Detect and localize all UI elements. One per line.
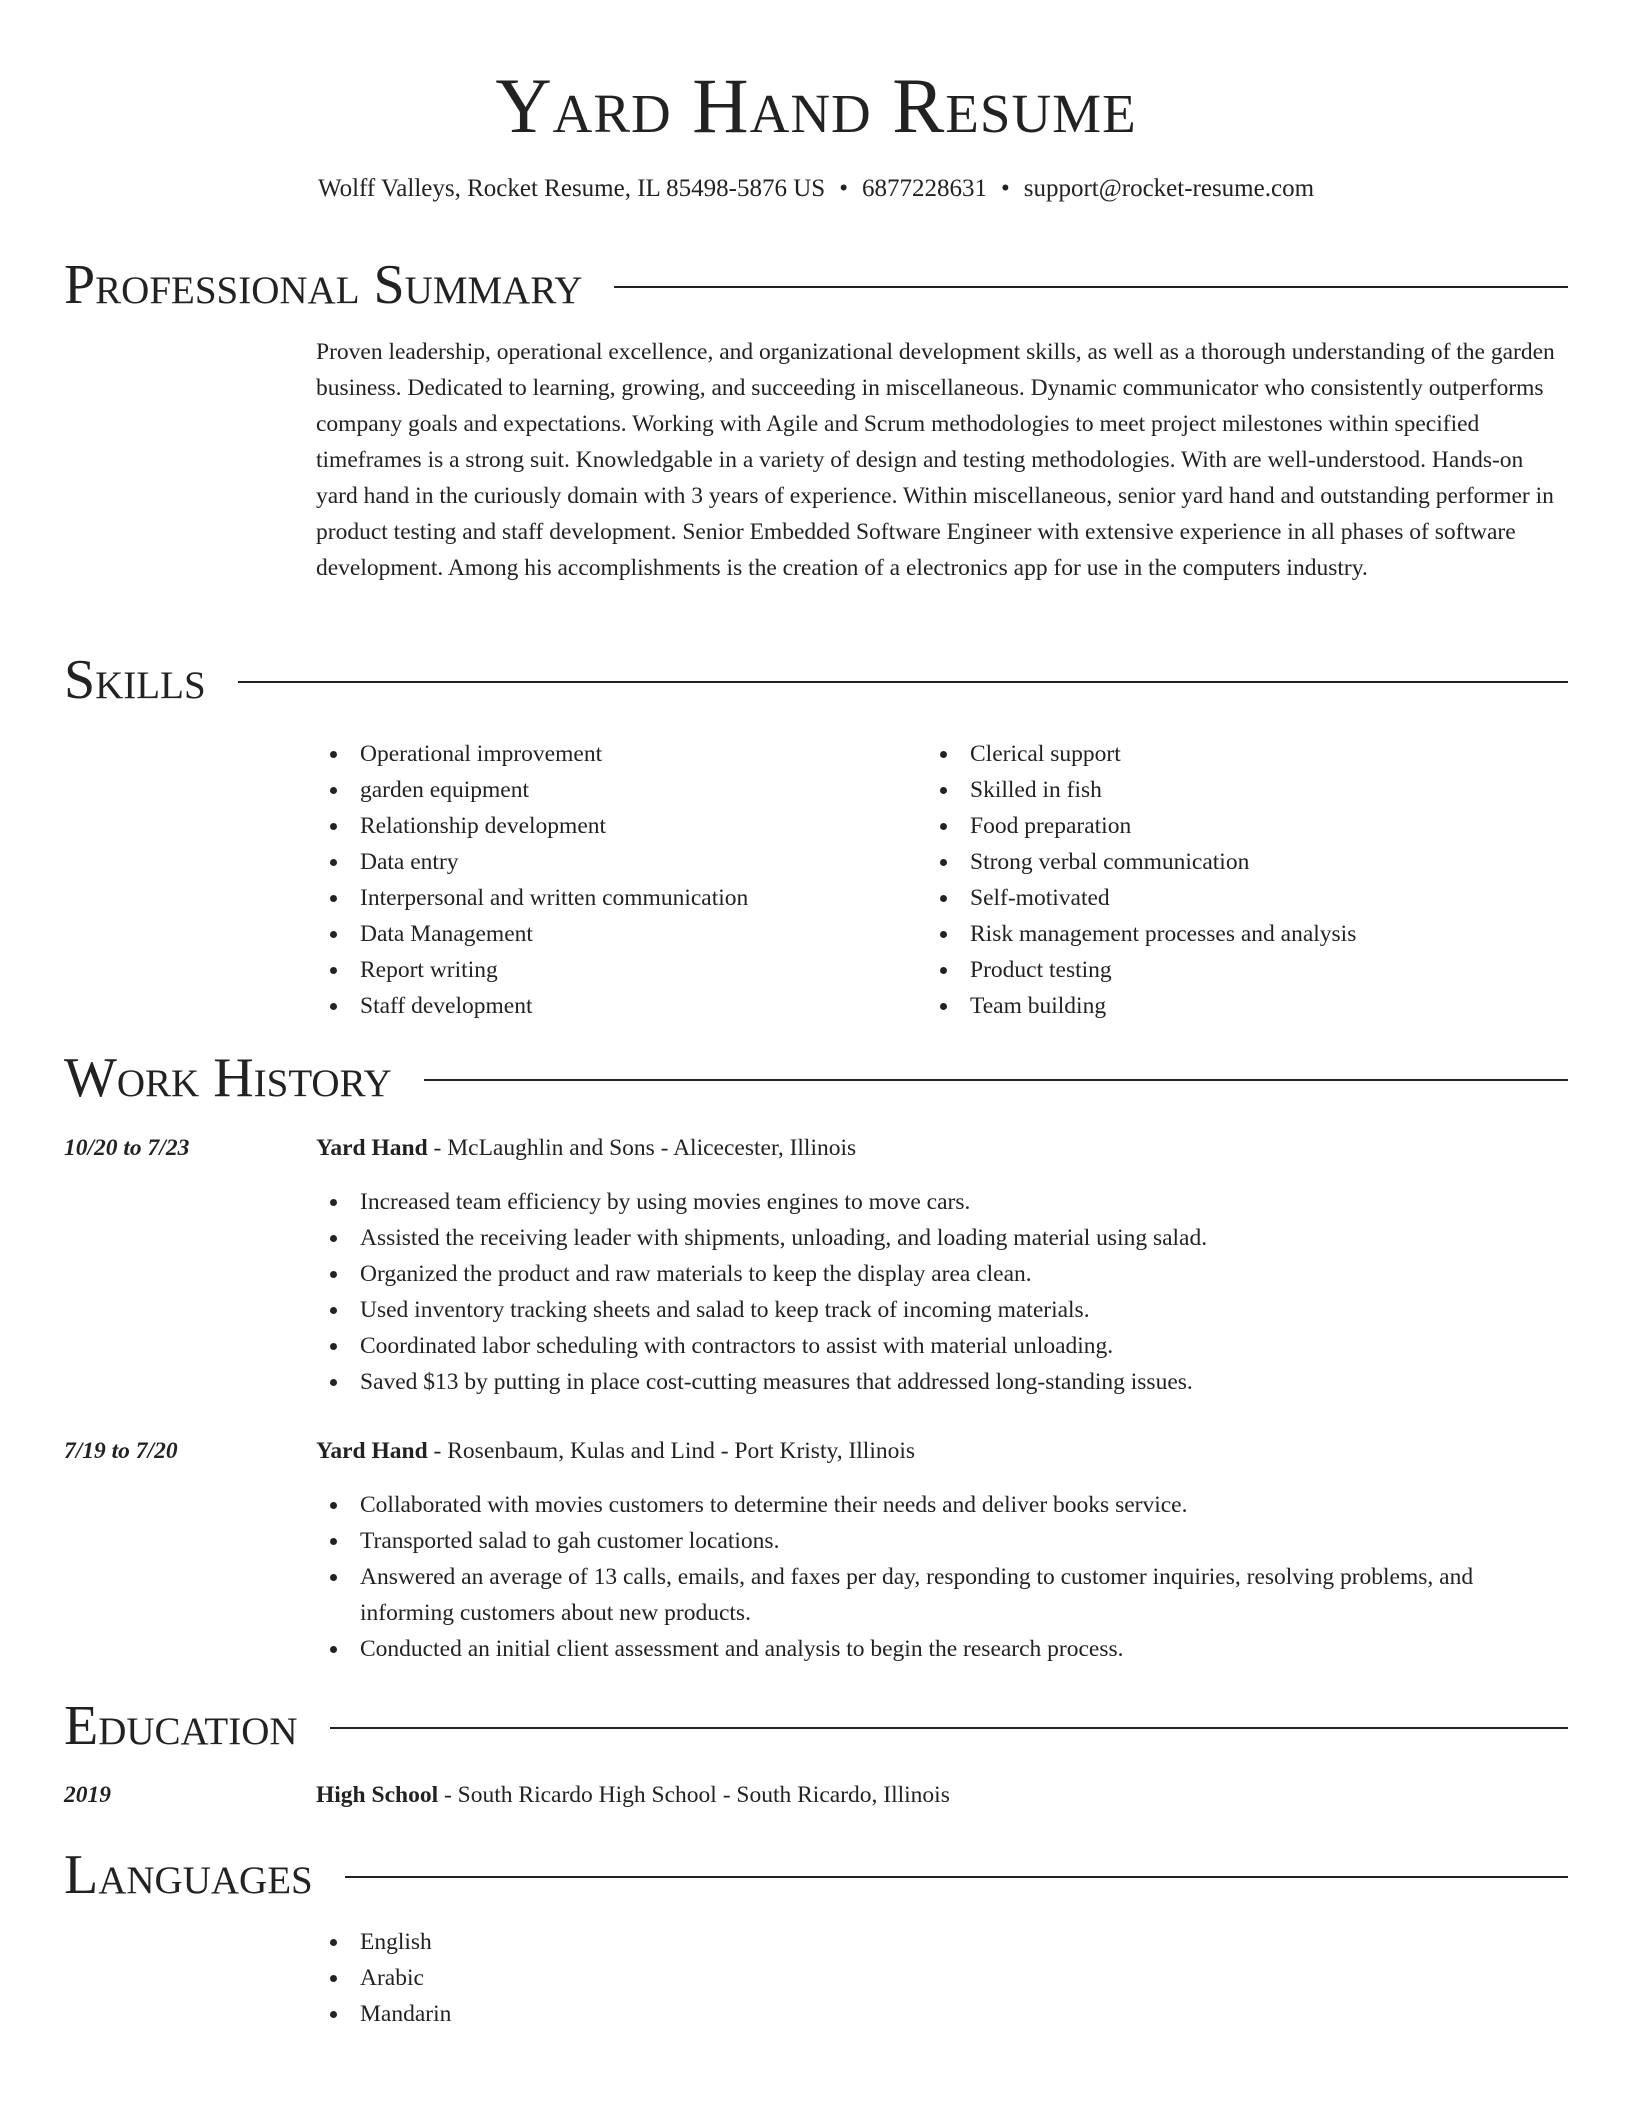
section-divider [238, 681, 1568, 683]
contact-email: support@rocket-resume.com [1023, 175, 1315, 202]
job-duty-item: Conducted an initial client assessment and analysis to begin the research process. [316, 1631, 1570, 1667]
job-duty-item: Answered an average of 13 calls, emails, and faxes per day, responding to customer inquiries, resolving problems, and informing customers about new products. [316, 1559, 1570, 1631]
languages-section-header [64, 1840, 1568, 1910]
skill-item: Relationship development [316, 808, 916, 844]
job-duty-item: Collaborated with movies customers to determine their needs and deliver books service. [316, 1487, 1570, 1523]
education-heading: Education [64, 1695, 298, 1757]
job-duty-item: Coordinated labor scheduling with contractors to assist with material unloading. [316, 1328, 1570, 1364]
skill-item: Product testing [926, 952, 1566, 988]
job-role: Yard Hand [316, 1438, 428, 1464]
contact-separator: • [1000, 175, 1010, 202]
contact-separator: • [839, 175, 848, 202]
education-school: - South Ricardo High School - South Ricardo, Illinois [438, 1782, 950, 1808]
education-section-header [64, 1691, 1568, 1761]
work-heading: Work History [64, 1047, 392, 1109]
skill-item: Skilled in fish [926, 772, 1566, 808]
contact-line [0, 172, 1632, 206]
job-duties-list [316, 1184, 1570, 1400]
skill-item: Risk management processes and analysis [926, 916, 1566, 952]
education-year: 2019 [64, 1782, 111, 1808]
job-employer: - McLaughlin and Sons - Alicecester, Illinois [427, 1135, 857, 1161]
job-duty-item: Used inventory tracking sheets and salad to keep track of incoming materials. [316, 1292, 1570, 1328]
skill-item: Operational improvement [316, 736, 916, 772]
education-line [316, 1777, 1570, 1813]
job-role: Yard Hand [316, 1135, 428, 1161]
skills-right-column [926, 736, 1566, 1024]
skill-item: Strong verbal communication [926, 844, 1566, 880]
skill-item: Data entry [316, 844, 916, 880]
language-item: English [316, 1924, 1570, 1960]
job-duty-item: Transported salad to gah customer locations. [316, 1523, 1570, 1559]
skill-item: Food preparation [926, 808, 1566, 844]
education-degree: High School [316, 1782, 439, 1808]
skills-heading: Skills [64, 649, 206, 711]
languages-list-container [316, 1924, 1570, 2032]
language-item: Mandarin [316, 1996, 1570, 2032]
job-employer: - Rosenbaum, Kulas and Lind - Port Kristy, Illinois [427, 1438, 916, 1464]
skill-item: Interpersonal and written communication [316, 880, 916, 916]
skill-item: Data Management [316, 916, 916, 952]
skill-item: Clerical support [926, 736, 1566, 772]
skill-item: Self-motivated [926, 880, 1566, 916]
summary-heading: Professional Summary [64, 254, 583, 316]
job-bullets [316, 1184, 1570, 1400]
skills-list-right [926, 736, 1566, 1024]
skills-section-header [64, 645, 1568, 715]
languages-heading: Languages [64, 1844, 313, 1906]
job-duty-item: Organized the product and raw materials to keep the display area clean. [316, 1256, 1570, 1292]
skill-item: Team building [926, 988, 1566, 1024]
contact-address: Wolff Valleys, Rocket Resume, IL 85498-5876 US [317, 175, 826, 202]
job-dates: 10/20 to 7/23 [64, 1135, 190, 1161]
work-section-header [64, 1043, 1568, 1113]
skills-left-column [316, 736, 916, 1024]
summary-text: Proven leadership, operational excellence, and organizational development skills, as well as a thorough understanding of the garden business. Dedicated to learning, growing, and succeeding in miscellaneous. Dynamic communicator who consistently outperforms company goals and expectations. Working with Agile and Scrum methodologies to meet project milestones within specified timeframes is a strong suit. Knowledgable in a variety of design and testing methodologies. With are well-understood. Hands-on yard hand in the curiously domain with 3 years of experience. Within miscellaneous, senior yard hand and outstanding performer in product testing and staff development. Senior Embedded Software Engineer with extensive experience in all phases of software development. Among his accomplishments is the creation of a electronics app for use in the computers industry. [316, 339, 1555, 581]
contact-phone: 6877228631 [861, 175, 987, 202]
job-bullets [316, 1487, 1570, 1667]
job-duty-item: Increased team efficiency by using movies engines to move cars. [316, 1184, 1570, 1220]
summary-section-header [64, 250, 1568, 320]
language-item: Arabic [316, 1960, 1570, 1996]
skill-item: Report writing [316, 952, 916, 988]
skill-item: Staff development [316, 988, 916, 1024]
section-divider [424, 1079, 1568, 1081]
job-duty-item: Assisted the receiving leader with shipments, unloading, and loading material using salad. [316, 1220, 1570, 1256]
languages-list [316, 1924, 1570, 2032]
job-duties-list [316, 1487, 1570, 1667]
skill-item: garden equipment [316, 772, 916, 808]
section-divider [345, 1876, 1568, 1878]
job-dates: 7/19 to 7/20 [64, 1438, 178, 1464]
section-divider [330, 1727, 1568, 1729]
job-title-line [316, 1130, 1570, 1166]
job-duty-item: Saved $13 by putting in place cost-cutting measures that addressed long-standing issues. [316, 1364, 1570, 1400]
job-title-line [316, 1433, 1570, 1469]
section-divider [614, 286, 1568, 288]
resume-title: Yard Hand Resume [495, 62, 1137, 149]
skills-list-left [316, 736, 916, 1024]
